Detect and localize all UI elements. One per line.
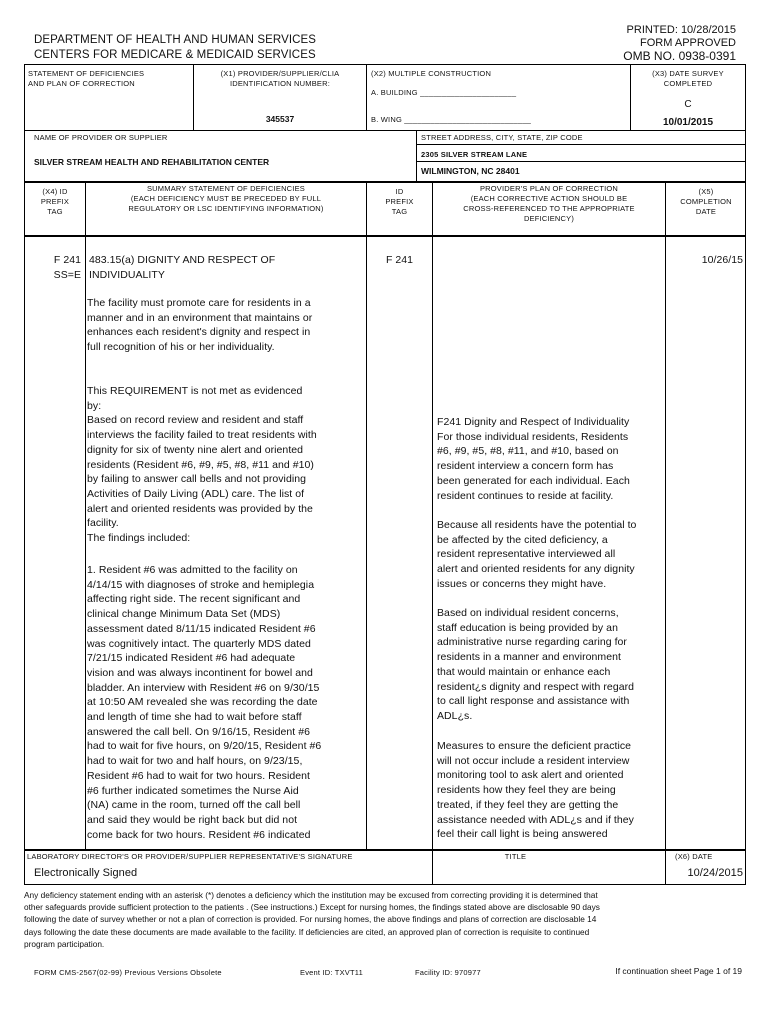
plan-header: PROVIDER'S PLAN OF CORRECTION (EACH CORRECTIVE ACTION SHOULD BE CROSS-REFERENCED TO THE APPROPRIATE DEFICIENCY) bbox=[463, 184, 635, 223]
page-continuation: If continuation sheet Page 1 of 19 bbox=[615, 966, 742, 976]
summary-paragraph: 1. Resident #6 was admitted to the facility on 4/14/15 with diagnoses of stroke and hemiplegia affecting right side. The recent significant and clinical change Minimum Data Set (MDS) assessment dated 8/11/15 indicated Resident #6 was cognitively intact. The quarterly MDS dated 7/21/15 indicated Resident #6 had adequate vision and was always incontinent for bowel and bladder. An interview with Resident #6 on 9/30/15 at 10:50 AM revealed she was recording the date and length of time she had to wait before staff answered the call bell. On 9/16/15, Resident #6 had to wait for five hours, on 9/20/15, Resident #6 had to wait for two and half hours, on 9/23/15, Resident #6 had to wait for two hours. Resident #6 further indicated sometimes the Nurse Aid (NA) came in the room, turned off the call bell and said they would be right back but did not come back for two hours. Resident #6 indicated bbox=[87, 564, 322, 841]
x3-code: C bbox=[684, 99, 692, 110]
column-divider bbox=[366, 182, 367, 850]
x1-label: (X1) PROVIDER/SUPPLIER/CLIA IDENTIFICATION NUMBER: bbox=[220, 69, 340, 88]
facility-id: Facility ID: 970977 bbox=[415, 968, 481, 977]
id-header: ID PREFIX TAG bbox=[385, 187, 414, 216]
x4-header: (X4) ID PREFIX TAG bbox=[40, 187, 70, 216]
x2-building: A. BUILDING ______________________ bbox=[371, 88, 517, 97]
x5-header: (X5) COMPLETION DATE bbox=[680, 187, 732, 216]
summary-paragraph: This REQUIREMENT is not met as evidenced by: Based on record review and resident and staff interviews the facility failed to treat residents with dignity for six of twenty nine alert and oriented residents (Resident #6, #9, #5, #8, #11 and #10) by failing to answer call bells and not providing Activities of Daily Living (ADL) care. The list of alert and oriented residents was provided by the facility. The findings included: bbox=[87, 385, 317, 545]
grid-divider bbox=[416, 130, 417, 182]
grid-divider bbox=[193, 64, 194, 130]
city-state-zip: WILMINGTON, NC 28401 bbox=[421, 166, 520, 176]
grid-divider bbox=[416, 161, 746, 162]
scope-severity: SS=E bbox=[53, 268, 81, 281]
column-divider bbox=[665, 182, 666, 850]
plan-paragraph: Measures to ensure the deficient practice will not occur include a resident interview monitoring tool to ask alert and oriented residents how they feel they are being treated, if they feel they are getting the assistance needed with ADL¿s and if they feel their call light is being answered bbox=[437, 740, 634, 841]
provider-number: 345537 bbox=[265, 114, 295, 124]
signature-date: 10/24/2015 bbox=[687, 867, 743, 879]
x2-wing: B. WING _____________________________ bbox=[371, 115, 532, 124]
statement-label: STATEMENT OF DEFICIENCIES AND PLAN OF CORRECTION bbox=[28, 69, 145, 88]
street-address: 2305 SILVER STREAM LANE bbox=[421, 150, 528, 159]
plan-paragraph: Based on individual resident concerns, staff education is being provided by an administrative nurse regarding caring for residents in a manner and environment that would maintain or enhance each resident¿s dignity and respect with regard to call light response and assistance with ADL¿s. bbox=[437, 607, 635, 722]
form-status-header bbox=[623, 24, 736, 63]
event-id: Event ID: TXVT11 bbox=[300, 968, 363, 977]
completion-date: 10/26/15 bbox=[701, 254, 743, 266]
deficiency-tag-cell bbox=[26, 253, 81, 282]
printed-date: PRINTED: 10/28/2015 bbox=[626, 24, 736, 36]
omb-number: OMB NO. 0938-0391 bbox=[623, 49, 736, 63]
survey-completed-date: 10/01/2015 bbox=[662, 117, 714, 128]
provider-name-label: NAME OF PROVIDER OR SUPPLIER bbox=[34, 133, 168, 142]
agency-line-2: CENTERS FOR MEDICARE & MEDICAID SERVICES bbox=[34, 49, 316, 61]
signature-value: Electronically Signed bbox=[34, 867, 138, 879]
x2-label: (X2) MULTIPLE CONSTRUCTION bbox=[371, 69, 492, 78]
agency-header bbox=[34, 33, 316, 63]
plan-tag: F 241 bbox=[385, 254, 414, 266]
form-approved: FORM APPROVED bbox=[640, 37, 736, 49]
agency-line-1: DEPARTMENT OF HEALTH AND HUMAN SERVICES bbox=[34, 34, 317, 46]
deficiency-title: 483.15(a) DIGNITY AND RESPECT OF INDIVIDUALITY bbox=[89, 254, 276, 281]
grid-divider bbox=[24, 130, 746, 131]
signature-date-label: (X6) DATE bbox=[675, 852, 713, 861]
x3-label: (X3) DATE SURVEY COMPLETED bbox=[652, 69, 724, 88]
provider-name: SILVER STREAM HEALTH AND REHABILITATION CENTER bbox=[34, 157, 270, 167]
plan-paragraph: F241 Dignity and Respect of Individuality For those individual residents, Residents #6, #9, #5, #8, #11, and #10, based on resident interview a concern form has been generated for each individual. Each resident continues to reside at facility. bbox=[437, 416, 630, 502]
plan-paragraph: Because all residents have the potential to be affected by the cited deficiency, a resident representative interviewed all alert and oriented residents for any dignity issues or concerns they might have. bbox=[437, 519, 637, 590]
disclaimer-text: Any deficiency statement ending with an asterisk (*) denotes a deficiency which the institution may be excused from correcting providing it is determined that other safeguards provide sufficient protection to the patients . (See instructions.) Except for nursing homes, the findings stated above are disclosable 90 days following the date of survey whether or not a plan of correction is provided. For nursing homes, the above findings and plans of correction are disclosable 14 days following the date these documents are made available to the facility. If deficiencies are cited, an approved plan of correction is requisite to continued program participation. bbox=[24, 890, 600, 949]
column-divider bbox=[85, 182, 86, 850]
summary-header: SUMMARY STATEMENT OF DEFICIENCIES (EACH DEFICIENCY MUST BE PRECEDED BY FULL REGULATORY OR LSC IDENTIFYING INFORMATION) bbox=[128, 184, 324, 213]
column-divider bbox=[432, 182, 433, 850]
signature-label: LABORATORY DIRECTOR'S OR PROVIDER/SUPPLIER REPRESENTATIVE'S SIGNATURE bbox=[27, 852, 353, 861]
deficiency-tag: F 241 bbox=[53, 254, 81, 266]
form-number: FORM CMS-2567(02-99) Previous Versions Obsolete bbox=[34, 968, 222, 977]
grid-divider bbox=[416, 144, 746, 145]
address-label: STREET ADDRESS, CITY, STATE, ZIP CODE bbox=[421, 133, 583, 142]
grid-divider bbox=[630, 64, 631, 130]
grid-divider bbox=[366, 64, 367, 130]
title-label: TITLE bbox=[504, 852, 527, 861]
summary-paragraph: The facility must promote care for residents in a manner and in an environment that maintains or enhances each resident's dignity and respect in full recognition of his or her individuality. bbox=[87, 297, 313, 354]
